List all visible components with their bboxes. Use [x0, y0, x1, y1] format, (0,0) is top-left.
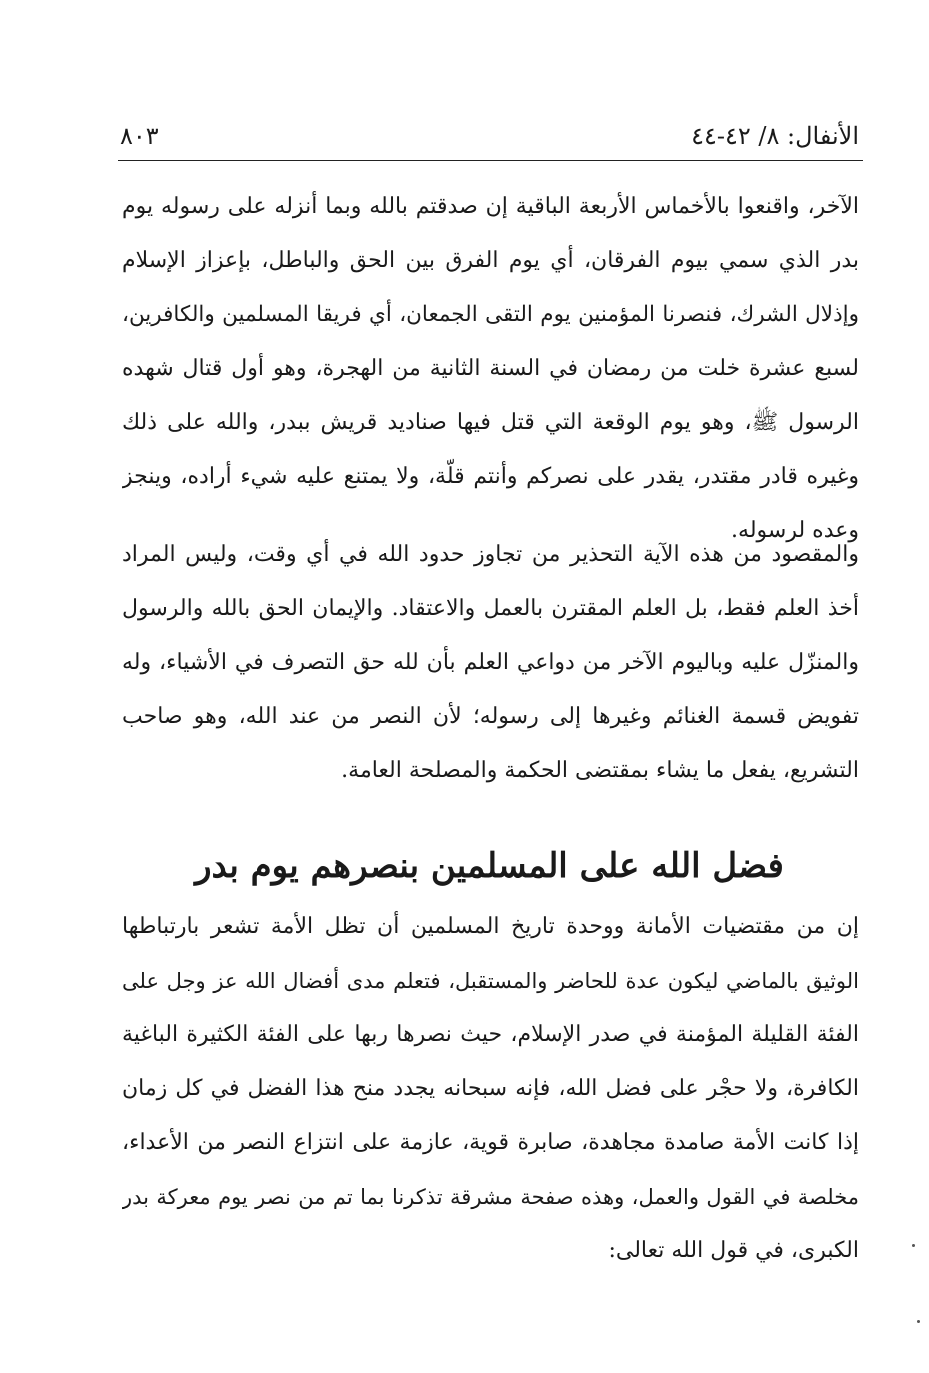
running-header — [120, 118, 859, 154]
text-line: مخلصة في القول والعمل، وهذه صفحة مشرقة تذكرنا بما تم من نصر يوم معركة بدر — [122, 1185, 859, 1209]
text-line: الرسول ﷺ، وهو يوم الوقعة التي قتل فيها صناديد قريش ببدر، والله على ذلك — [122, 410, 859, 435]
text-line: الوثيق بالماضي ليكون عدة للحاضر والمستقبل، فتعلم مدى أفضال الله عز وجل على — [122, 969, 859, 993]
text-line: وغيره قادر مقتدر، يقدر على نصركم وأنتم قلّة، ولا يمتنع عليه شيء أراده، وينجز — [122, 464, 859, 489]
section-paragraph — [122, 900, 859, 1278]
text-line: والمنزّل عليه وباليوم الآخر من دواعي العلم بأن لله حق التصرف في الأشياء، وله — [122, 650, 859, 675]
text-line: أخذ العلم فقط، بل العلم المقترن بالعمل والاعتقاد. والإيمان الحق بالله والرسول — [122, 596, 859, 621]
text-line: الكافرة، ولا حجْر على فضل الله، فإنه سبحانه يجدد منح هذا الفضل في كل زمان — [122, 1076, 859, 1101]
commentary-paragraph-2 — [122, 528, 859, 798]
scan-speck — [917, 1320, 920, 1323]
surah-reference: الأنفال: ٨/ ٤٢-٤٤ — [691, 122, 859, 150]
text-line: الفئة القليلة المؤمنة في صدر الإسلام، حيث نصرها ربها على الفئة الكثيرة الباغية — [122, 1022, 859, 1047]
text-line: الكبرى، في قول الله تعالى: — [608, 1238, 859, 1263]
text-line: تفويض قسمة الغنائم وغيرها إلى رسوله؛ لأن النصر من عند الله، وهو صاحب — [122, 704, 859, 729]
text-line: التشريع، يفعل ما يشاء بمقتضى الحكمة والمصلحة العامة. — [341, 758, 859, 783]
text-line: بدر الذي سمي بيوم الفرقان، أي يوم الفرق بين الحق والباطل، بإعزاز الإسلام — [122, 248, 859, 273]
text-line: وعده لرسوله. — [731, 518, 859, 543]
text-line: إن من مقتضيات الأمانة ووحدة تاريخ المسلمين أن تظل الأمة تشعر بارتباطها — [122, 914, 859, 939]
scan-speck — [912, 1244, 915, 1247]
page-number: ٨٠٣ — [120, 122, 159, 150]
text-line: إذا كانت الأمة صامدة مجاهدة، صابرة قوية، عازمة على انتزاع النصر من الأعداء، — [122, 1130, 859, 1155]
header-divider — [118, 160, 863, 161]
text-line: لسبع عشرة خلت من رمضان في السنة الثانية من الهجرة، وهو أول قتال شهده — [122, 356, 859, 381]
text-line: الآخر، واقنعوا بالأخماس الأربعة الباقية إن صدقتم بالله وبما أنزله على رسوله يوم — [122, 194, 859, 219]
text-line: وإذلال الشرك، فنصرنا المؤمنين يوم التقى الجمعان، أي فريقا المسلمين والكافرين، — [122, 302, 859, 327]
commentary-paragraph-1 — [122, 180, 859, 558]
section-heading: فضل الله على المسلمين بنصرهم يوم بدر — [195, 846, 784, 886]
text-line: والمقصود من هذه الآية التحذير من تجاوز حدود الله في أي وقت، وليس المراد — [122, 542, 859, 567]
